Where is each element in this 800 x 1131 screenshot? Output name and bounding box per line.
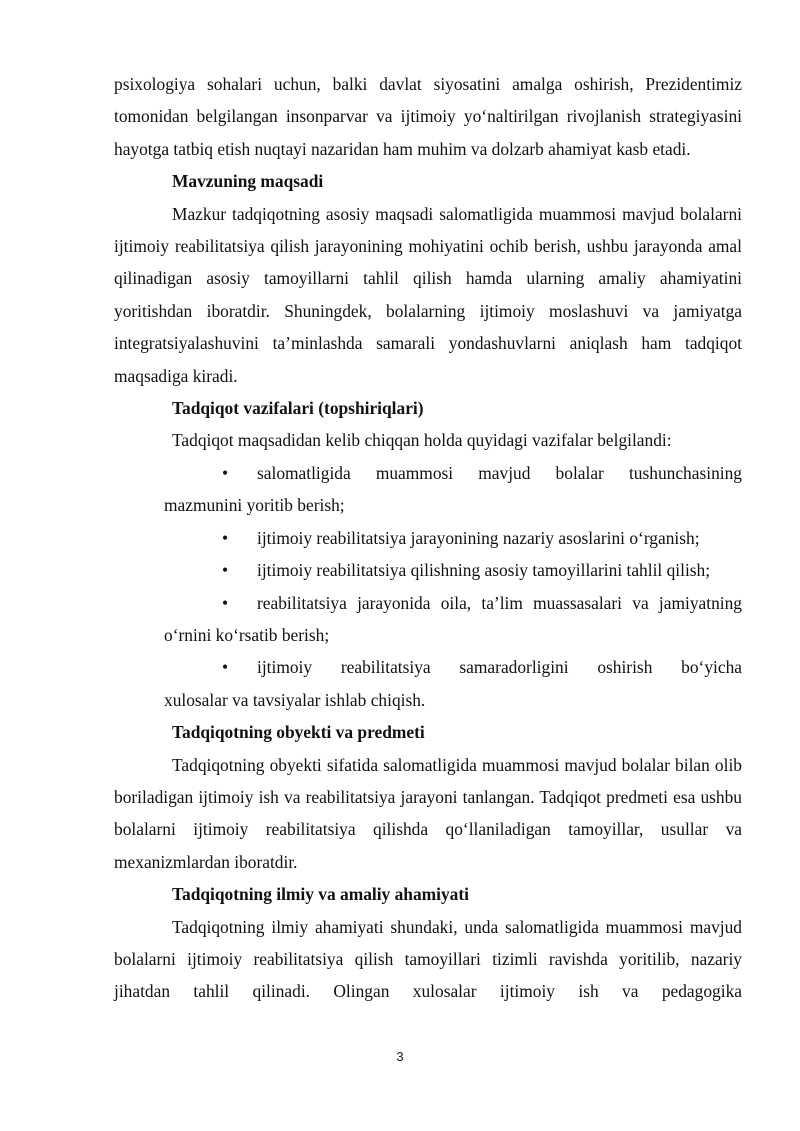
bullet-icon: •: [222, 560, 229, 581]
task-item-1: [114, 457, 742, 522]
task-item-4: [114, 587, 742, 652]
task-item-text: reabilitatsiya jarayonida oila, ta’lim muassasalari va jamiyatning: [257, 592, 742, 613]
tasks-heading: Tadqiqot vazifalari (topshiriqlari): [172, 398, 424, 419]
intro-paragraph: psixologiya sohalari uchun, balki davlat siyosatini amalga oshirish, Prezidentimiz tomonidan belgilangan insonparvar va ijtimoiy yo‘naltirilgan rivojlanish strategiyasini hayotga tatbiq etish nuqtayi nazaridan ham muhim va dolzarb ahamiyat kasb etadi.: [114, 74, 742, 159]
task-item-text: salomatligida muammosi mavjud bolalar tushunchasining: [257, 462, 742, 483]
significance-paragraph: Tadqiqotning ilmiy ahamiyati shundaki, unda salomatligida muammosi mavjud bolalarni ijtimoiy reabilitatsiya qilish tamoyillari tizimli ravishda yoritilib, nazariy jihatdan tahlil qilinadi. Olingan xulosalar ijtimoiy ish va pedagogika: [114, 916, 742, 1002]
task-item-text: ijtimoiy reabilitatsiya samaradorligini oshirish bo‘yicha: [257, 657, 742, 678]
task-item-continuation: o‘rnini ko‘rsatib berish;: [164, 624, 330, 645]
bullet-icon: •: [222, 462, 229, 483]
page-number: 3: [396, 1049, 404, 1064]
task-item-text: ijtimoiy reabilitatsiya jarayonining nazariy asoslarini o‘rganish;: [257, 527, 700, 548]
object-paragraph: Tadqiqotning obyekti sifatida salomatligida muammosi mavjud bolalar bilan olib boriladigan ijtimoiy ish va reabilitatsiya jarayoni tanlangan. Tadqiqot predmeti esa ushbu bolalarni ijtimoiy reabilitatsiya qilishda qo‘llaniladigan tamoyillar, usullar va mexanizmlardan iboratdir.: [114, 754, 742, 872]
task-item-text: ijtimoiy reabilitatsiya qilishning asosiy tamoyillarini tahlil qilish;: [257, 560, 711, 581]
goal-heading: Mavzuning maqsadi: [172, 171, 324, 192]
object-heading: Tadqiqotning obyekti va predmeti: [172, 722, 425, 743]
task-item-2: [114, 522, 742, 554]
bullet-icon: •: [222, 527, 229, 548]
tasks-intro: Tadqiqot maqsadidan kelib chiqqan holda quyidagi vazifalar belgilandi:: [172, 430, 672, 451]
task-item-continuation: mazmunini yoritib berish;: [164, 495, 345, 516]
bullet-icon: •: [222, 592, 229, 613]
bullet-icon: •: [222, 657, 229, 678]
task-item-3: [114, 554, 742, 586]
significance-heading: Tadqiqotning ilmiy va amaliy ahamiyati: [172, 884, 469, 905]
task-item-continuation: xulosalar va tavsiyalar ishlab chiqish.: [164, 689, 426, 710]
page-body: [114, 68, 742, 1008]
goal-paragraph: Mazkur tadqiqotning asosiy maqsadi salomatligida muammosi mavjud bolalarni ijtimoiy reabilitatsiya qilish jarayonining mohiyatini ochib berish, ushbu jarayonda amal qilinadigan asosiy tamoyillarni tahlil qilish hamda ularning amaliy ahamiyatini yoritishdan iboratdir. Shuningdek, bolalarning ijtimoiy moslashuvi va jamiyatga integratsiyalashuvini ta’minlashda samarali yondashuvlarni aniqlash ham tadqiqot maqsadiga kiradi.: [114, 203, 742, 386]
task-item-5: [114, 651, 742, 716]
